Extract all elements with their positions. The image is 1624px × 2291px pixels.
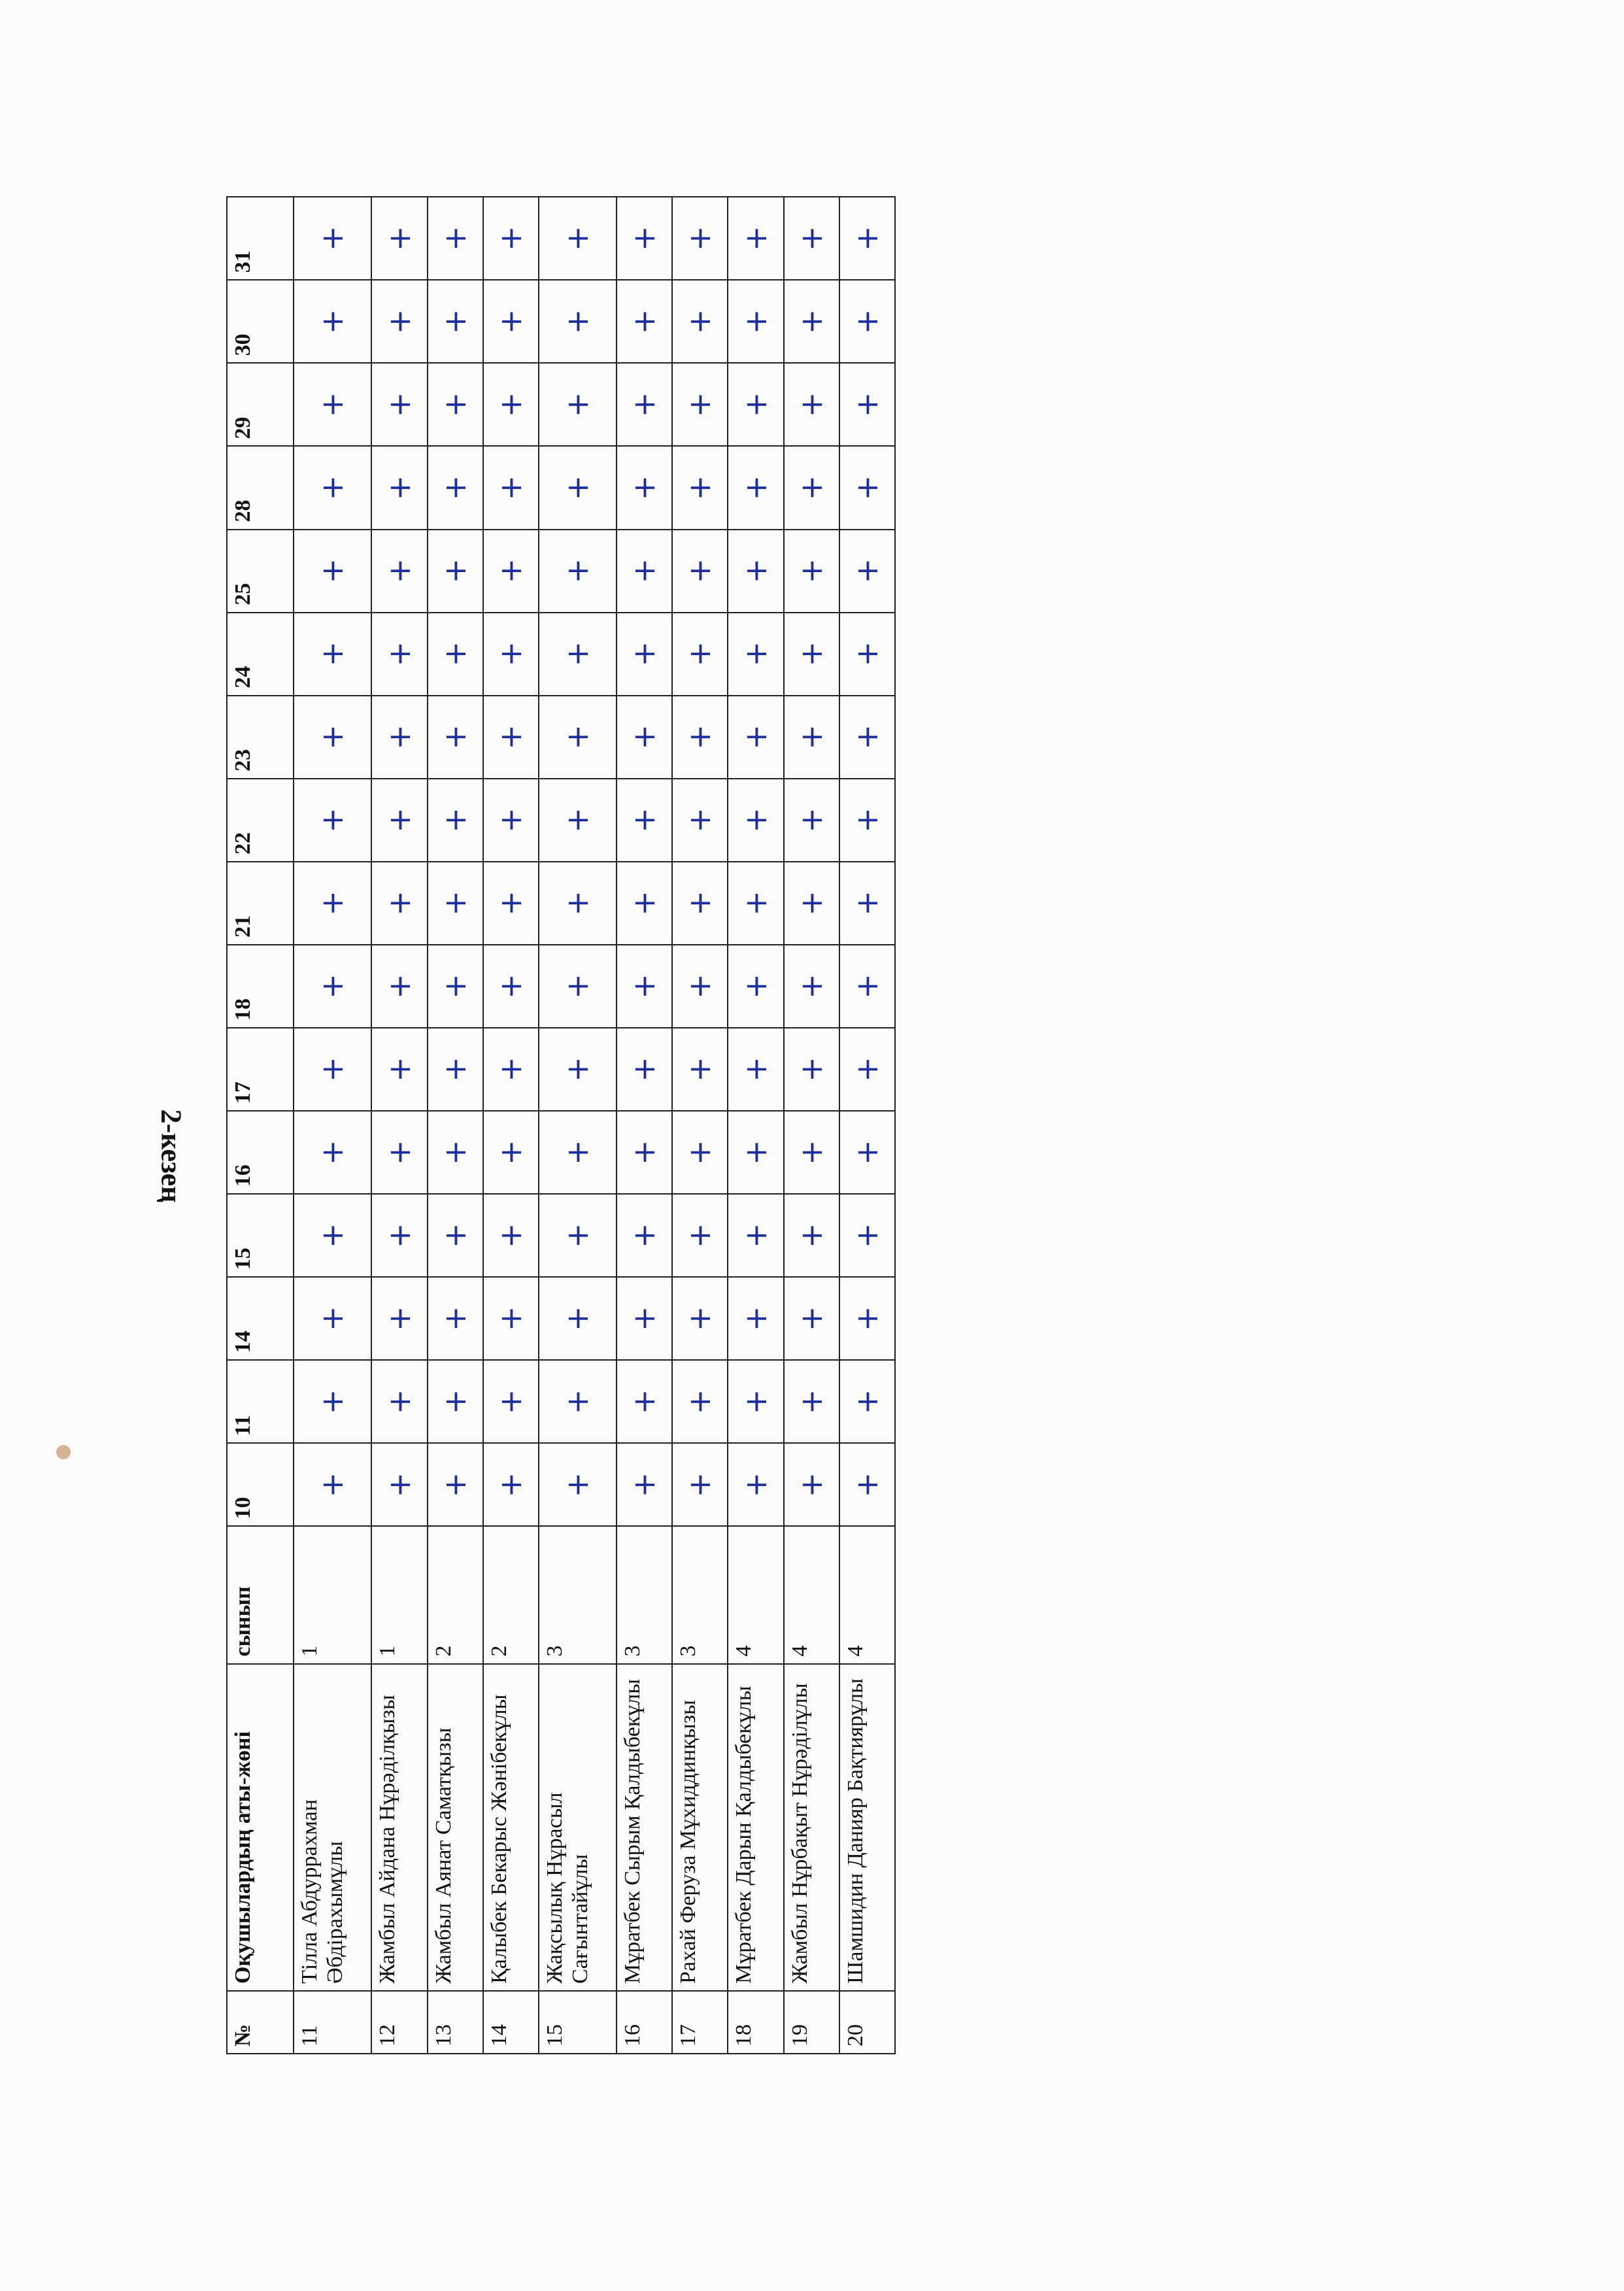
attendance-mark: +: [483, 280, 539, 363]
class-number: 3: [617, 1526, 672, 1663]
attendance-mark: +: [371, 363, 427, 446]
attendance-mark: +: [672, 280, 728, 363]
row-number: 15: [539, 1991, 617, 2054]
attendance-mark: +: [371, 613, 427, 696]
student-name: Тілла Абдуррахман Әбдірахымұлы: [294, 1664, 371, 1991]
attendance-mark: +: [672, 1360, 728, 1443]
header-row: [227, 197, 294, 2054]
attendance-mark: +: [672, 779, 728, 862]
attendance-mark: +: [617, 1277, 672, 1360]
attendance-mark: +: [617, 1111, 672, 1194]
header-day: 17: [227, 1028, 294, 1111]
attendance-mark: +: [839, 862, 895, 945]
attendance-mark: +: [728, 696, 783, 779]
attendance-mark: +: [428, 363, 483, 446]
attendance-mark: +: [483, 530, 539, 613]
attendance-mark: +: [539, 1194, 617, 1277]
attendance-mark: +: [672, 696, 728, 779]
attendance-mark: +: [784, 779, 839, 862]
attendance-mark: +: [728, 779, 783, 862]
row-number: 17: [672, 1991, 728, 2054]
attendance-mark: +: [672, 1443, 728, 1526]
attendance-mark: +: [728, 446, 783, 529]
attendance-mark: +: [428, 1028, 483, 1111]
student-name: Жақсылық Нұрасыл Сағынтайұлы: [539, 1664, 617, 1991]
table-row: [539, 197, 617, 2054]
student-name: Шамшидин Данияр Бақтиярұлы: [839, 1664, 895, 1991]
attendance-mark: +: [294, 945, 371, 1028]
attendance-mark: +: [539, 530, 617, 613]
attendance-mark: +: [539, 446, 617, 529]
attendance-mark: +: [672, 446, 728, 529]
table-row: [839, 197, 895, 2054]
attendance-mark: +: [539, 1443, 617, 1526]
attendance-mark: +: [839, 1277, 895, 1360]
header-day: 16: [227, 1111, 294, 1194]
attendance-table-wrapper: [226, 196, 896, 2054]
attendance-mark: +: [728, 197, 783, 280]
attendance-mark: +: [371, 862, 427, 945]
attendance-mark: +: [672, 530, 728, 613]
attendance-mark: +: [294, 1360, 371, 1443]
header-day: 29: [227, 363, 294, 446]
attendance-mark: +: [294, 530, 371, 613]
class-number: 1: [371, 1526, 427, 1663]
attendance-mark: +: [483, 696, 539, 779]
header-day: 18: [227, 945, 294, 1028]
attendance-mark: +: [294, 862, 371, 945]
attendance-mark: +: [784, 1194, 839, 1277]
attendance-mark: +: [294, 1111, 371, 1194]
attendance-mark: +: [728, 945, 783, 1028]
attendance-mark: +: [617, 613, 672, 696]
attendance-mark: +: [539, 1111, 617, 1194]
header-day: 14: [227, 1277, 294, 1360]
class-number: 3: [539, 1526, 617, 1663]
header-day: 15: [227, 1194, 294, 1277]
attendance-mark: +: [728, 363, 783, 446]
attendance-mark: +: [371, 280, 427, 363]
attendance-mark: +: [428, 280, 483, 363]
attendance-mark: +: [728, 1028, 783, 1111]
attendance-mark: +: [784, 363, 839, 446]
attendance-mark: +: [728, 1360, 783, 1443]
attendance-mark: +: [617, 1360, 672, 1443]
attendance-mark: +: [839, 197, 895, 280]
attendance-mark: +: [294, 197, 371, 280]
attendance-mark: +: [294, 280, 371, 363]
attendance-mark: +: [728, 1277, 783, 1360]
attendance-mark: +: [371, 1277, 427, 1360]
table-row: [672, 197, 728, 2054]
header-day: 24: [227, 613, 294, 696]
header-number: №: [227, 1991, 294, 2054]
header-day: 31: [227, 197, 294, 280]
attendance-mark: +: [728, 530, 783, 613]
student-name: Қалыбек Бекарыс Жәнібекұлы: [483, 1664, 539, 1991]
page-heading: 2-кезең: [155, 1109, 188, 1203]
attendance-mark: +: [294, 1028, 371, 1111]
attendance-mark: +: [428, 1277, 483, 1360]
header-day: 23: [227, 696, 294, 779]
attendance-mark: +: [672, 197, 728, 280]
attendance-mark: +: [672, 1194, 728, 1277]
attendance-mark: +: [428, 1443, 483, 1526]
attendance-mark: +: [617, 862, 672, 945]
attendance-mark: +: [839, 1443, 895, 1526]
attendance-mark: +: [371, 779, 427, 862]
attendance-mark: +: [539, 779, 617, 862]
attendance-mark: +: [294, 696, 371, 779]
row-number: 11: [294, 1991, 371, 2054]
attendance-mark: +: [428, 1111, 483, 1194]
table-row: [371, 197, 427, 2054]
attendance-mark: +: [371, 1194, 427, 1277]
row-number: 12: [371, 1991, 427, 2054]
attendance-mark: +: [294, 446, 371, 529]
attendance-mark: +: [617, 1443, 672, 1526]
header-day: 30: [227, 280, 294, 363]
attendance-mark: +: [428, 197, 483, 280]
attendance-mark: +: [483, 446, 539, 529]
attendance-mark: +: [784, 446, 839, 529]
attendance-mark: +: [294, 1443, 371, 1526]
attendance-mark: +: [672, 363, 728, 446]
header-day: 22: [227, 779, 294, 862]
row-number: 20: [839, 1991, 895, 2054]
class-number: 4: [784, 1526, 839, 1663]
table-row: [294, 197, 371, 2054]
attendance-mark: +: [483, 779, 539, 862]
header-class: сынып: [227, 1526, 294, 1663]
attendance-mark: +: [539, 862, 617, 945]
attendance-mark: +: [839, 945, 895, 1028]
attendance-mark: +: [784, 1028, 839, 1111]
attendance-mark: +: [371, 945, 427, 1028]
attendance-mark: +: [539, 1277, 617, 1360]
header-day: 25: [227, 530, 294, 613]
attendance-mark: +: [672, 1111, 728, 1194]
table-row: [428, 197, 483, 2054]
student-name: Рахай Феруза Мұхиддинқызы: [672, 1664, 728, 1991]
student-name: Жамбыл Аянат Саматқызы: [428, 1664, 483, 1991]
table-row: [483, 197, 539, 2054]
attendance-mark: +: [483, 1360, 539, 1443]
attendance-mark: +: [371, 446, 427, 529]
attendance-mark: +: [371, 696, 427, 779]
attendance-mark: +: [839, 779, 895, 862]
attendance-mark: +: [539, 945, 617, 1028]
attendance-mark: +: [294, 1194, 371, 1277]
header-day: 28: [227, 446, 294, 529]
attendance-mark: +: [784, 613, 839, 696]
student-name: Мұратбек Дарын Қалдыбекұлы: [728, 1664, 783, 1991]
attendance-mark: +: [617, 446, 672, 529]
attendance-mark: +: [839, 1360, 895, 1443]
attendance-mark: +: [617, 779, 672, 862]
header-day: 10: [227, 1443, 294, 1526]
attendance-mark: +: [672, 1028, 728, 1111]
attendance-mark: +: [784, 1111, 839, 1194]
attendance-mark: +: [483, 945, 539, 1028]
attendance-mark: +: [784, 530, 839, 613]
attendance-mark: +: [784, 197, 839, 280]
attendance-mark: +: [839, 1194, 895, 1277]
attendance-mark: +: [617, 280, 672, 363]
attendance-mark: +: [728, 280, 783, 363]
attendance-mark: +: [483, 1111, 539, 1194]
attendance-mark: +: [428, 1360, 483, 1443]
attendance-mark: +: [839, 696, 895, 779]
attendance-mark: +: [617, 696, 672, 779]
class-number: 2: [428, 1526, 483, 1663]
row-number: 16: [617, 1991, 672, 2054]
attendance-mark: +: [728, 1194, 783, 1277]
header-day: 21: [227, 862, 294, 945]
attendance-mark: +: [617, 945, 672, 1028]
attendance-mark: +: [839, 363, 895, 446]
row-number: 14: [483, 1991, 539, 2054]
student-name: Жамбыл Нұрбақыт Нұрәділұлы: [784, 1664, 839, 1991]
attendance-mark: +: [539, 1028, 617, 1111]
attendance-mark: +: [539, 363, 617, 446]
attendance-mark: +: [839, 1028, 895, 1111]
attendance-table: [226, 196, 896, 2054]
class-number: 1: [294, 1526, 371, 1663]
attendance-mark: +: [483, 862, 539, 945]
attendance-mark: +: [672, 945, 728, 1028]
attendance-mark: +: [371, 197, 427, 280]
attendance-mark: +: [483, 363, 539, 446]
attendance-mark: +: [483, 1028, 539, 1111]
attendance-mark: +: [294, 363, 371, 446]
attendance-mark: +: [728, 862, 783, 945]
attendance-mark: +: [839, 280, 895, 363]
attendance-mark: +: [371, 1443, 427, 1526]
attendance-mark: +: [784, 1277, 839, 1360]
row-number: 13: [428, 1991, 483, 2054]
row-number: 18: [728, 1991, 783, 2054]
attendance-mark: +: [728, 1111, 783, 1194]
student-name: Мұратбек Сырым Қалдыбекұлы: [617, 1664, 672, 1991]
paper-stain: [56, 1445, 71, 1459]
attendance-mark: +: [617, 197, 672, 280]
attendance-mark: +: [839, 446, 895, 529]
attendance-mark: +: [784, 1443, 839, 1526]
attendance-mark: +: [483, 1277, 539, 1360]
attendance-mark: +: [784, 280, 839, 363]
attendance-mark: +: [483, 613, 539, 696]
attendance-mark: +: [839, 613, 895, 696]
attendance-mark: +: [428, 530, 483, 613]
attendance-mark: +: [483, 197, 539, 280]
attendance-mark: +: [371, 1360, 427, 1443]
attendance-mark: +: [428, 696, 483, 779]
attendance-mark: +: [839, 1111, 895, 1194]
attendance-mark: +: [428, 613, 483, 696]
table-row: [728, 197, 783, 2054]
class-number: 3: [672, 1526, 728, 1663]
attendance-mark: +: [539, 280, 617, 363]
class-number: 4: [728, 1526, 783, 1663]
attendance-mark: +: [371, 1028, 427, 1111]
table-body: [294, 197, 895, 2054]
class-number: 2: [483, 1526, 539, 1663]
attendance-mark: +: [784, 1360, 839, 1443]
attendance-mark: +: [483, 1443, 539, 1526]
attendance-mark: +: [617, 1028, 672, 1111]
class-number: 4: [839, 1526, 895, 1663]
attendance-mark: +: [728, 1443, 783, 1526]
attendance-mark: +: [784, 945, 839, 1028]
table-row: [617, 197, 672, 2054]
attendance-mark: +: [483, 1194, 539, 1277]
attendance-mark: +: [428, 779, 483, 862]
attendance-mark: +: [784, 862, 839, 945]
attendance-mark: +: [617, 530, 672, 613]
attendance-mark: +: [539, 696, 617, 779]
attendance-mark: +: [294, 613, 371, 696]
attendance-mark: +: [728, 613, 783, 696]
row-number: 19: [784, 1991, 839, 2054]
header-day: 11: [227, 1360, 294, 1443]
attendance-mark: +: [294, 1277, 371, 1360]
attendance-mark: +: [539, 197, 617, 280]
attendance-mark: +: [428, 945, 483, 1028]
attendance-mark: +: [539, 1360, 617, 1443]
header-student-name: Оқушылардың аты-жөні: [227, 1664, 294, 1991]
attendance-mark: +: [784, 696, 839, 779]
attendance-mark: +: [428, 446, 483, 529]
table-row: [784, 197, 839, 2054]
attendance-mark: +: [672, 862, 728, 945]
student-name: Жамбыл Айдана Нұрәділқызы: [371, 1664, 427, 1991]
attendance-mark: +: [371, 1111, 427, 1194]
attendance-mark: +: [428, 862, 483, 945]
attendance-mark: +: [371, 530, 427, 613]
attendance-mark: +: [839, 530, 895, 613]
attendance-mark: +: [539, 613, 617, 696]
attendance-mark: +: [617, 1194, 672, 1277]
attendance-mark: +: [672, 613, 728, 696]
attendance-mark: +: [428, 1194, 483, 1277]
attendance-mark: +: [672, 1277, 728, 1360]
attendance-mark: +: [294, 779, 371, 862]
attendance-mark: +: [617, 363, 672, 446]
